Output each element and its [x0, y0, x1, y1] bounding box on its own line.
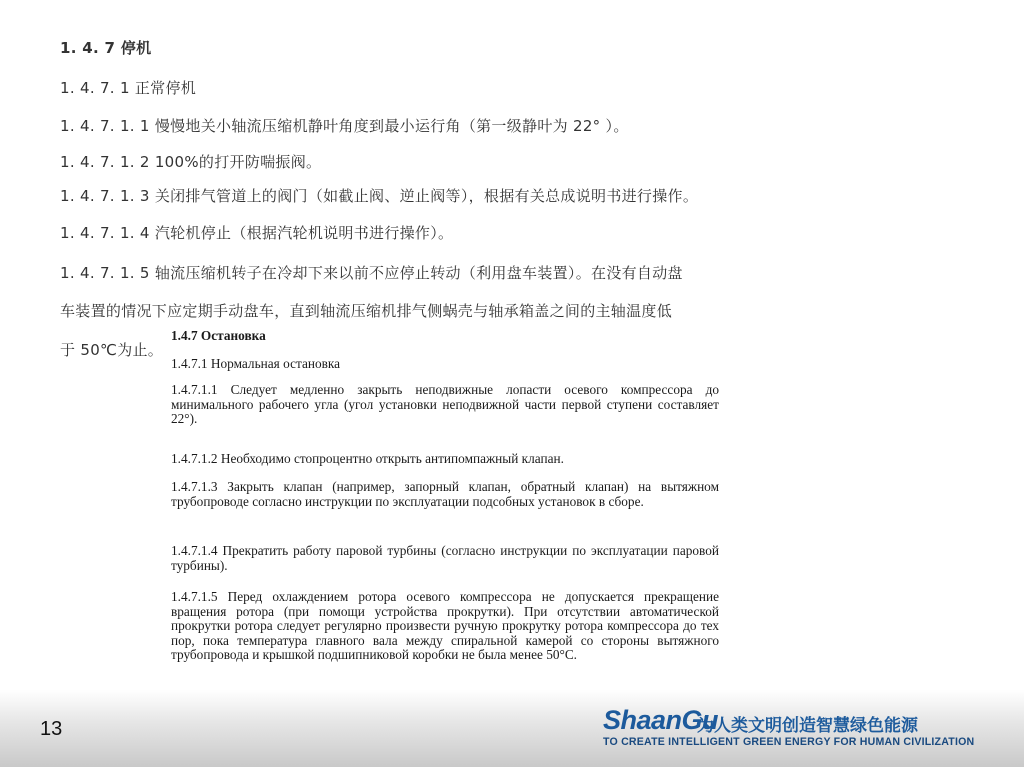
- cn-heading: 1. 4. 7 停机: [60, 39, 152, 57]
- page-number: 13: [40, 718, 63, 740]
- ru-paragraph-2: 1.4.7.1.1 Следует медленно закрыть неподвижные лопасти осевого компрессора до минимального рабочего угла (угол установки неподвижной части первой ступени составляет 22°).: [171, 382, 719, 426]
- cn-section-2: 1. 4. 7. 1. 1 慢慢地关小轴流压缩机静叶角度到最小运行角（第一级静叶为 22° ）。: [60, 117, 629, 135]
- cn-section-6-line-2: 车装置的情况下应定期手动盘车，直到轴流压缩机排气侧蜗壳与轴承箱盖之间的主轴温度低: [60, 302, 673, 320]
- shaangu-logo: [603, 705, 1008, 757]
- logo-tagline: TO CREATE INTELLIGENT GREEN ENERGY FOR HUMAN CIVILIZATION: [603, 736, 975, 748]
- cn-section-4: 1. 4. 7. 1. 3 关闭排气管道上的阀门（如截止阀、逆止阀等），根据有关总成说明书进行操作。: [60, 187, 699, 205]
- cn-section-5: 1. 4. 7. 1. 4 汽轮机停止（根据汽轮机说明书进行操作）。: [60, 224, 454, 242]
- russian-translation-panel: [163, 324, 729, 706]
- logo-brand-text: ShaanGu: [603, 705, 719, 735]
- ru-paragraph-6: 1.4.7.1.5 Перед охлаждением ротора осевого компрессора не допускается прекращение вращения ротора (при помощи устройства прокрутки). При отсутствии автоматической прокрутки ротора следует регулярно произвести ручную прокрутку ротора компрессора до тех пор, пока температура главного вала между спиральной камерой со стороны вытяжного трубопровода и крышкой подшипниковой коробки не была менее 50°C.: [171, 589, 719, 662]
- ru-paragraph-4: 1.4.7.1.3 Закрыть клапан (например, запорный клапан, обратный клапан) на вытяжном трубопроводе согласно инструкции по эксплуатации подсобных установок в сборе.: [171, 479, 719, 509]
- ru-title: 1.4.7 Остановка: [171, 328, 266, 343]
- logo-chinese-slogan: 为人类文明创造智慧绿色能源: [697, 716, 918, 736]
- cn-section-1: 1. 4. 7. 1 正常停机: [60, 79, 197, 97]
- cn-section-3: 1. 4. 7. 1. 2 100%的打开防喘振阀。: [60, 153, 322, 171]
- cn-section-6-line-3: 于 50℃为止。: [60, 341, 164, 359]
- cn-section-6-line-1: 1. 4. 7. 1. 5 轴流压缩机转子在冷却下来以前不应停止转动（利用盘车装置）。在没有自动盘: [60, 264, 683, 282]
- ru-paragraph-5: 1.4.7.1.4 Прекратить работу паровой турбины (согласно инструкции по эксплуатации паровой турбины).: [171, 543, 719, 573]
- ru-paragraph-3: 1.4.7.1.2 Необходимо стопроцентно открыть антипомпажный клапан.: [171, 451, 564, 466]
- ru-paragraph-1: 1.4.7.1 Нормальная остановка: [171, 356, 341, 371]
